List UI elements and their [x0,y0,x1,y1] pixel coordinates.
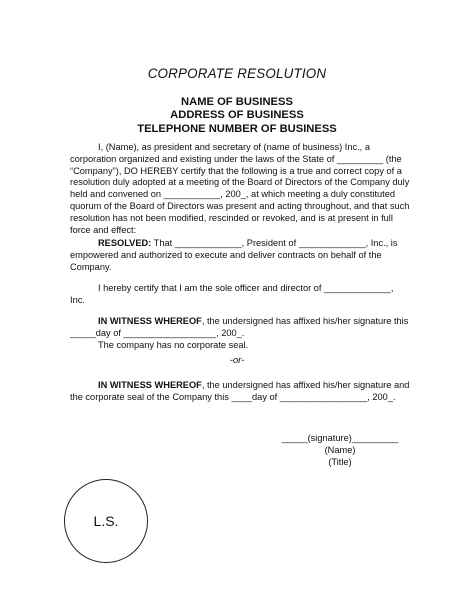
resolved-text: That _____________, President of _____________, Inc., is empowered and authorized to execute and deliver contracts on behalf of the Company. [70,238,398,272]
witness-label-1: IN WITNESS WHEREOF [98,316,202,326]
resolved-paragraph [70,238,410,273]
business-header [0,96,474,136]
witness-label-2: IN WITNESS WHEREOF [98,380,202,390]
witness-paragraph-1 [70,316,410,351]
seal-circle [64,479,148,563]
signer-title: (Title) [328,457,352,467]
signer-name: (Name) [324,445,356,455]
witness-text-2: , the undersigned has affixed his/her signature and the corporate seal of the Company this ____day of _________________, 200_. [70,380,410,402]
document-title: CORPORATE RESOLUTION [147,66,327,81]
signature-line: _____(signature)_________ [281,433,399,443]
certify-text: I hereby certify that I am the sole officer and director of _____________, Inc. [70,283,394,305]
business-address: ADDRESS OF BUSINESS [170,109,304,122]
business-phone: TELEPHONE NUMBER OF BUSINESS [137,122,337,135]
intro-text: I, (Name), as president and secretary of (name of business) Inc., a corporation organized and existing under the laws of the State of _________ (the “Company”), DO HEREBY certify that the following is a true and correct copy of a resolution duly adopted at a meeting of the Board of Directors of the Company duly held and convened on ___________, 200_, at which meeting a duly constituted quorum of the Board of Directors was present and acting throughout, and that such resolution has not been modified, rescinded or revoked, and is at present in full force and effect: [70,142,410,235]
witness-text-1: , the undersigned has affixed his/her signature this _____day of __________________, 200_. [70,316,409,338]
intro-paragraph [70,142,410,236]
witness-paragraph-2 [70,380,410,404]
resolved-label: RESOLVED: [98,238,152,248]
or-separator: -or- [229,355,245,366]
certify-paragraph [70,283,410,307]
seal-label: L.S. [93,513,119,529]
no-seal-text: The company has no corporate seal. [98,339,249,350]
business-name: NAME OF BUSINESS [181,96,293,108]
